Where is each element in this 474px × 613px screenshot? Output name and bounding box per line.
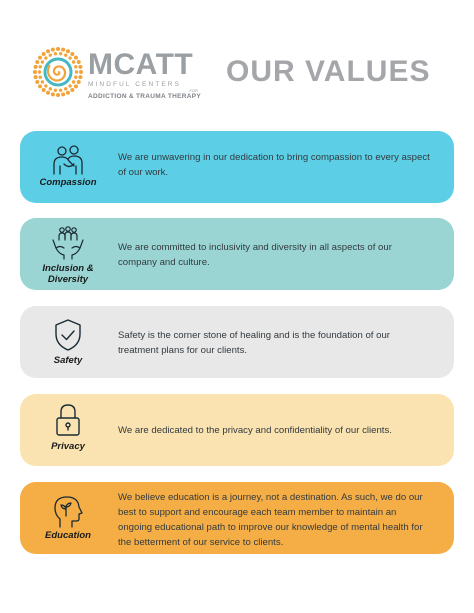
logo-dot (38, 56, 42, 60)
logo-dot (42, 52, 46, 56)
logo-dot (56, 47, 60, 51)
logo-dot (51, 92, 55, 96)
logo-dot (54, 52, 57, 55)
logo-dot (41, 60, 44, 63)
logo-dot (78, 75, 82, 79)
logo-dot (33, 70, 37, 74)
logo-dot (70, 52, 74, 56)
value-label: Education (45, 530, 91, 541)
value-icon-area (20, 306, 116, 378)
logo-dot (70, 88, 74, 92)
value-icon-area (20, 131, 116, 203)
logo-dot (72, 80, 75, 83)
logo-dot (78, 65, 82, 69)
value-icon-area (20, 218, 116, 290)
logo-dot (34, 65, 38, 69)
value-icon-area (20, 482, 116, 554)
value-card-education (20, 482, 454, 554)
value-label (20, 263, 116, 285)
value-card-compassion (20, 131, 454, 203)
value-label: Privacy (51, 441, 85, 452)
logo-dot (59, 52, 62, 55)
head-growth-icon (50, 494, 86, 528)
value-card-inclusion-diversity (20, 218, 454, 290)
logo-dot (38, 70, 41, 73)
logo-dot (38, 84, 42, 88)
logo-dot (39, 76, 42, 79)
value-card-safety (20, 306, 454, 378)
padlock-icon (50, 403, 86, 437)
shield-check-icon (50, 318, 86, 352)
logo-dot (68, 56, 71, 59)
logo-dot (46, 91, 50, 95)
logo-dot (66, 91, 70, 95)
logo-dot (56, 93, 60, 97)
logo-dot (74, 65, 77, 68)
logo-dot (61, 48, 65, 52)
logo-dot (64, 53, 67, 56)
logo-dot (74, 56, 78, 60)
logo-dot (74, 84, 78, 88)
logo-dot (54, 89, 57, 92)
logo-dot (35, 80, 39, 84)
logo-dot (44, 84, 47, 87)
value-label-line1: Inclusion & (42, 263, 94, 274)
value-icon-area (20, 394, 116, 466)
value-label: Safety (53, 355, 83, 366)
people-hug-icon (50, 144, 86, 178)
logo-dot (34, 75, 38, 79)
logo-dot (46, 49, 50, 53)
logo-dot (61, 92, 65, 96)
page-title: OUR VALUES (226, 55, 431, 88)
logo-dot (77, 60, 81, 64)
logo-tagline-bottom: ADDICTION & TRAUMA THERAPY (88, 93, 201, 100)
logo-tagline-top: MINDFUL CENTERS (88, 81, 182, 88)
logo-dot (39, 65, 42, 68)
logo-wordmark (88, 50, 208, 100)
logo-dot (68, 84, 71, 87)
value-label: Compassion (39, 177, 97, 188)
logo-tagline-for: FOR (189, 88, 198, 93)
logo-dot (49, 87, 52, 90)
logo-dot (35, 60, 39, 64)
value-description: We are committed to inclusivity and diversity in all aspects of our company and culture. (118, 242, 392, 268)
value-card-privacy (20, 394, 454, 466)
logo-dot (49, 53, 52, 56)
logo-dot (42, 88, 46, 92)
logo-dot (59, 89, 62, 92)
logo-dot (74, 76, 77, 79)
value-description: We believe education is a journey, not a destination. As such, we do our best to support and encourage each team member to maintain an ongoing educational path to improve our knowledge of mental health for the betterment of our service to clients. (118, 492, 423, 548)
logo-mandala-icon (32, 46, 84, 98)
value-description: Safety is the corner stone of healing and is the foundation of our treatment plans for our clients. (118, 330, 391, 356)
logo-spiral (48, 66, 65, 81)
header (0, 0, 474, 120)
logo-dot (75, 70, 78, 73)
logo-dot (51, 48, 55, 52)
logo-dot (41, 80, 44, 83)
value-description: We are dedicated to the privacy and confidentiality of our clients. (118, 425, 392, 436)
value-label-line2: Diversity (47, 274, 89, 285)
hands-people-icon (50, 226, 86, 260)
logo-dot (79, 70, 83, 74)
logo-dot (77, 80, 81, 84)
value-description: We are unwavering in our dedication to bring compassion to every aspect of our work. (118, 152, 430, 178)
logo-dot (64, 87, 67, 90)
logo-name: MCATT (88, 48, 194, 81)
logo-dot (44, 56, 47, 59)
logo-dot (72, 60, 75, 63)
logo-dot (66, 49, 70, 53)
